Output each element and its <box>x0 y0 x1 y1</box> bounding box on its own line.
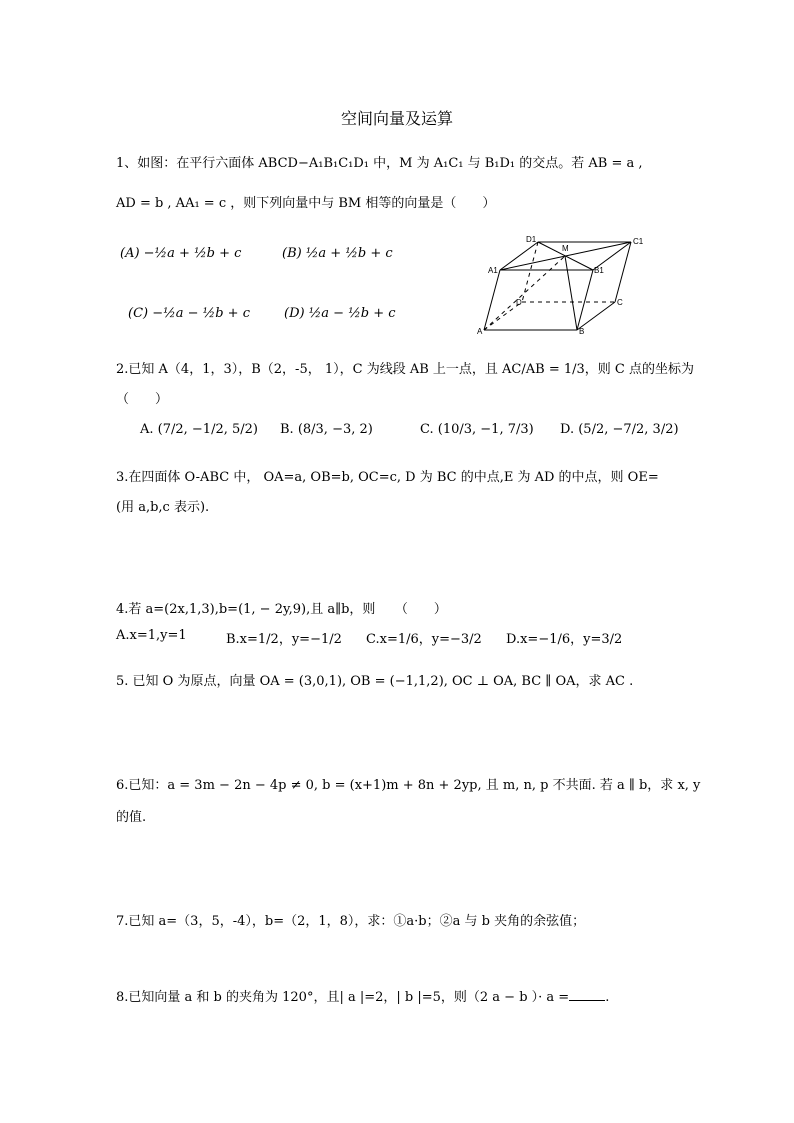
q2-line2: （ ） <box>116 392 169 407</box>
q1-option-d: (D) ½a − ½b + c <box>284 306 396 321</box>
answer-blank <box>569 1000 605 1001</box>
q3-line2: (用 a,b,c 表示). <box>116 500 210 515</box>
q4-option-d: D.x=−1/6，y=3/2 <box>506 632 623 647</box>
svg-text:A1: A1 <box>488 266 498 275</box>
q5-line1: 5. 已知 O 为原点，向量 OA = (3,0,1), OB = (−1,1,2), OC ⊥ OA, BC ∥ OA，求 AC . <box>116 674 634 689</box>
q4-line1: 4.若 a=(2x,1,3),b=(1, − 2y,9),且 a∥b，则 （ ） <box>116 602 447 617</box>
q6-line2: 的值. <box>116 810 147 825</box>
q2-option-a: A. (7/2, −1/2, 5/2) <box>140 422 258 437</box>
q2-option-b: B. (8/3, −3, 2) <box>280 422 373 437</box>
svg-text:C: C <box>617 298 623 307</box>
page-title: 空间向量及运算 <box>340 109 453 128</box>
q7-line1: 7.已知 a=（3，5，-4），b=（2，1，8），求：①a·b；②a 与 b 夹角的余弦值； <box>116 914 586 929</box>
q6-line1: 6.已知：a = 3m − 2n − 4p ≠ 0, b = (x+1)m + 8n + 2yp, 且 m, n, p 不共面. 若 a ∥ b，求 x, y <box>116 778 701 793</box>
q4-option-a: A.x=1,y=1 <box>116 628 187 643</box>
svg-text:D: D <box>516 298 522 307</box>
svg-text:C1: C1 <box>633 237 644 246</box>
q1-line2: AD = b , AA₁ = c ，则下列向量中与 BM 相等的向量是（ ） <box>116 196 496 211</box>
q1-option-b: (B) ½a + ½b + c <box>282 246 393 261</box>
svg-text:A: A <box>477 327 483 336</box>
svg-text:B: B <box>579 327 585 336</box>
q2-option-d: D. (5/2, −7/2, 3/2) <box>560 422 679 437</box>
svg-text:D1: D1 <box>526 235 537 244</box>
q4-option-b: B.x=1/2，y=−1/2 <box>226 632 342 647</box>
svg-text:B1: B1 <box>594 266 604 275</box>
svg-text:M: M <box>562 244 569 253</box>
q1-option-c: (C) −½a − ½b + c <box>128 306 250 321</box>
q1-line1: 1、如图：在平行六面体 ABCD−A₁B₁C₁D₁ 中，M 为 A₁C₁ 与 B₁D₁ 的交点。若 AB = a , <box>116 156 643 171</box>
q8-tail: . <box>605 990 610 1005</box>
q8-line1 <box>116 986 609 1005</box>
q2-line1: 2.已知 A（4，1，3），B（2，-5， 1），C 为线段 AB 上一点，且 AC/AB = 1/3，则 C 点的坐标为 <box>116 362 694 377</box>
q2-option-c: C. (10/3, −1, 7/3) <box>420 422 534 437</box>
parallelepiped-figure <box>476 232 646 340</box>
q3-line1: 3.在四面体 O-ABC 中， OA=a, OB=b, OC=c, D 为 BC 的中点,E 为 AD 的中点，则 OE= <box>116 470 659 485</box>
q8-text: 8.已知向量 a 和 b 的夹角为 120°，且| a |=2，| b |=5，则（2 a − b ）· a = <box>116 990 570 1005</box>
q4-option-c: C.x=1/6，y=−3/2 <box>366 632 482 647</box>
q1-option-a: (A) −½a + ½b + c <box>120 246 242 261</box>
